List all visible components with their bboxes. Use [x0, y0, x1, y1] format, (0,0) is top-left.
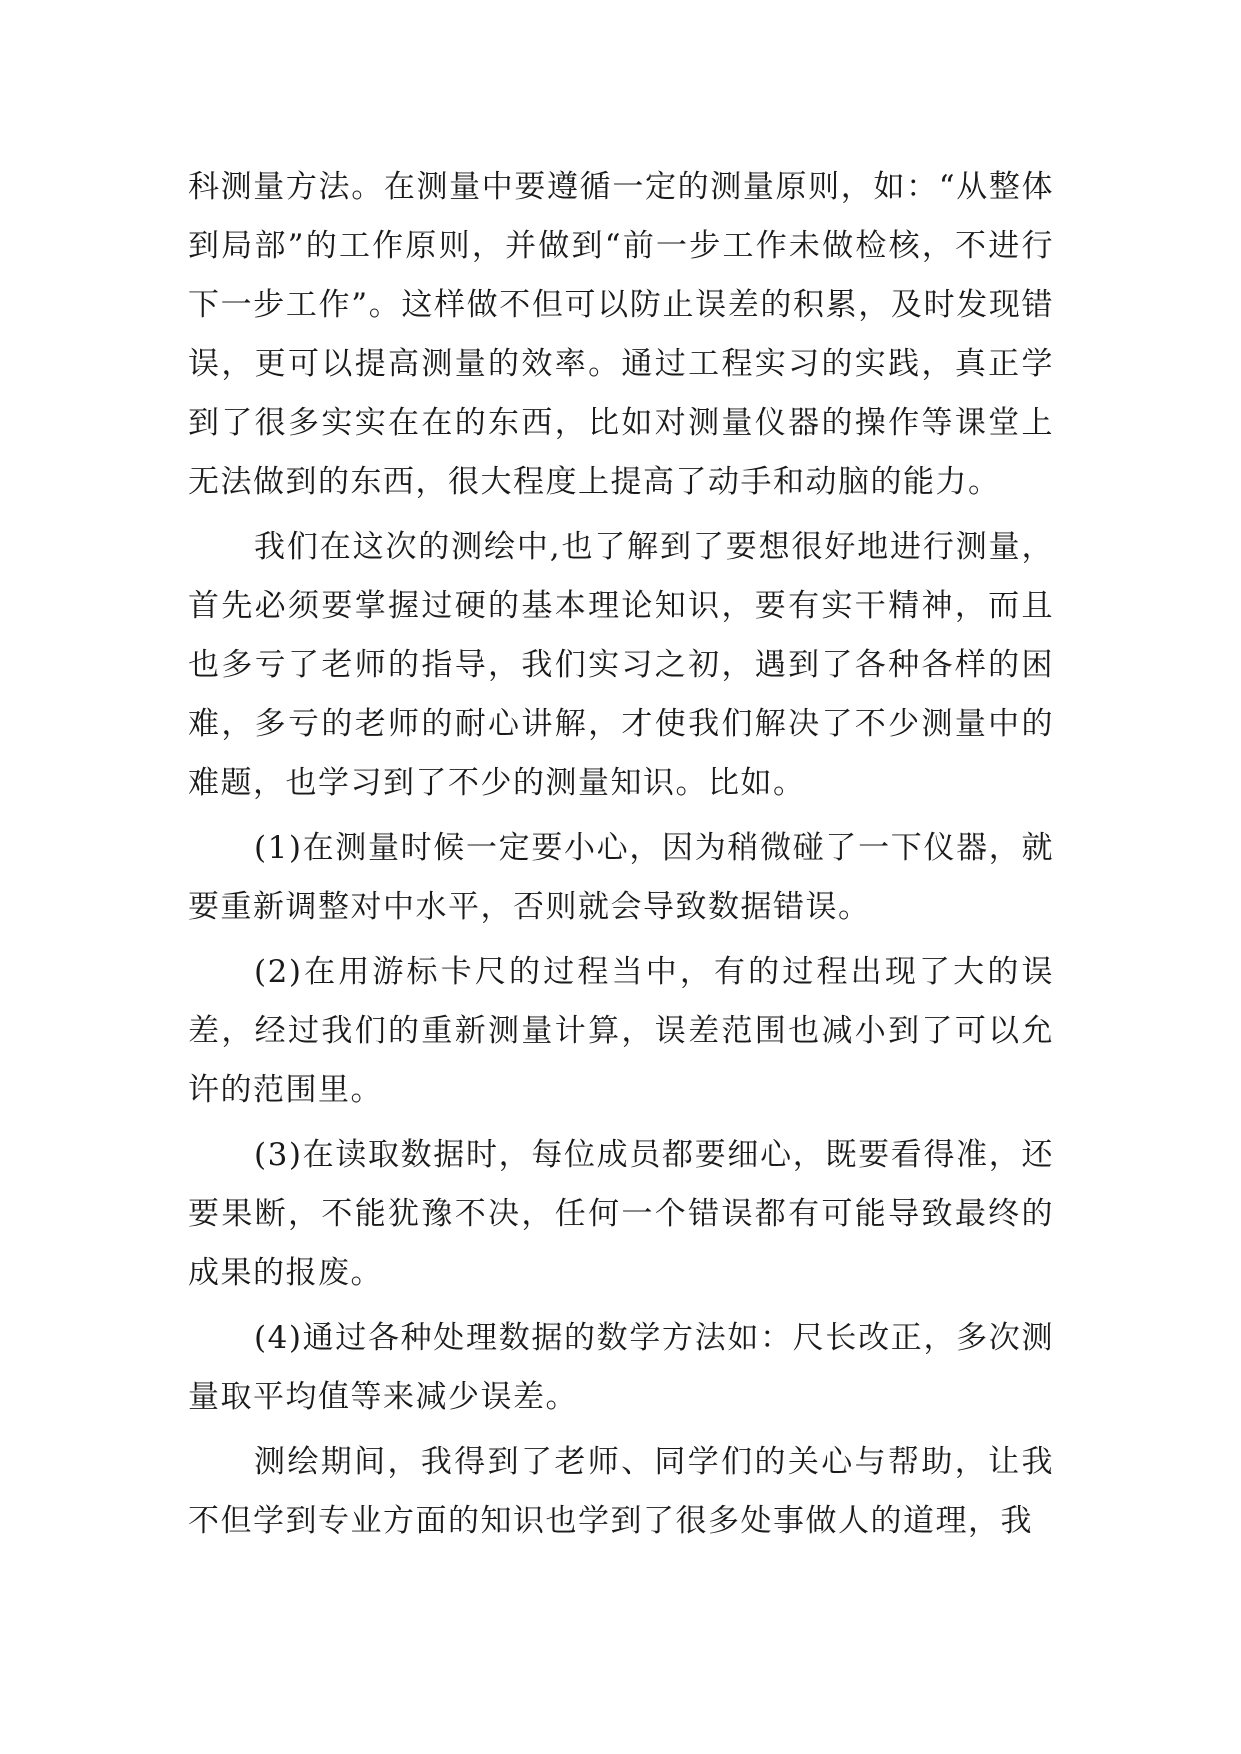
- paragraph-closing: 测绘期间，我得到了老师、同学们的关心与帮助，让我不但学到专业方面的知识也学到了很多处事做人的道理，我: [188, 1444, 1054, 1539]
- list-item-3: (3)在读取数据时，每位成员都要细心，既要看得准，还要果断，不能犹豫不决，任何一个错误都有可能导致最终的成果的报废。: [188, 1137, 1054, 1291]
- list-item-4: (4)通过各种处理数据的数学方法如：尺长改正，多次测量取平均值等来减少误差。: [188, 1320, 1054, 1415]
- paragraph-continuation: 科测量方法。在测量中要遵循一定的测量原则，如：“从整体到局部”的工作原则，并做到“前一步工作未做检核，不进行下一步工作”。这样做不但可以防止误差的积累，及时发现错误，更可以提高测量的效率。通过工程实习的实践，真正学到了很多实实在在的东西，比如对测量仪器的操作等课堂上无法做到的东西，很大程度上提高了动手和动脑的能力。: [188, 169, 1054, 500]
- list-item-1: (1)在测量时候一定要小心，因为稍微碰了一下仪器，就要重新调整对中水平，否则就会导致数据错误。: [188, 830, 1054, 925]
- paragraph-learning: 我们在这次的测绘中,也了解到了要想很好地进行测量，首先必须要掌握过硬的基本理论知识，要有实干精神，而且也多亏了老师的指导，我们实习之初，遇到了各种各样的困难，多亏的老师的耐心讲解，才使我们解决了不少测量中的难题，也学习到了不少的测量知识。比如。: [188, 529, 1054, 801]
- document-page: [188, 158, 1054, 1551]
- list-item-2: (2)在用游标卡尺的过程当中，有的过程出现了大的误差，经过我们的重新测量计算，误差范围也减小到了可以允许的范围里。: [188, 954, 1054, 1108]
